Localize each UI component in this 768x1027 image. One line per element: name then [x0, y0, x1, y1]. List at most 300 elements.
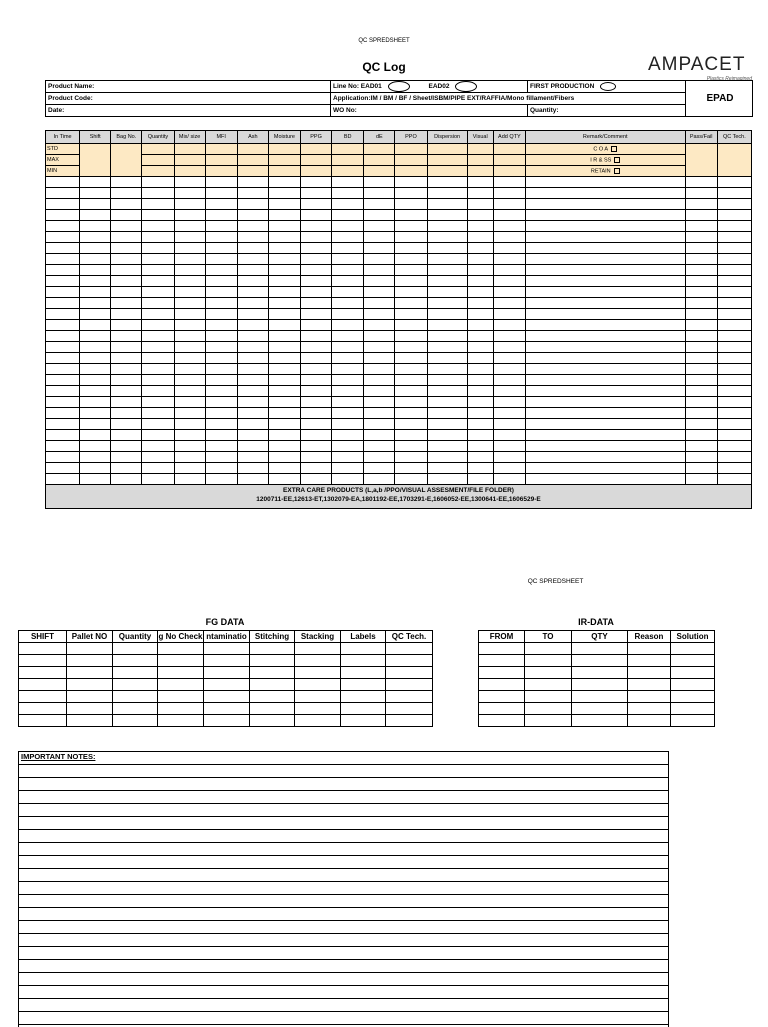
fg-cell[interactable]	[295, 703, 341, 715]
spec-cell[interactable]	[301, 166, 332, 177]
log-cell[interactable]	[685, 188, 717, 199]
ir-cell[interactable]	[479, 667, 525, 679]
log-cell[interactable]	[332, 320, 364, 331]
log-cell[interactable]	[301, 232, 332, 243]
log-cell[interactable]	[717, 386, 751, 397]
log-cell[interactable]	[717, 210, 751, 221]
notes-line[interactable]	[19, 855, 668, 856]
log-cell[interactable]	[142, 375, 174, 386]
log-cell[interactable]	[80, 221, 111, 232]
log-cell[interactable]	[525, 210, 685, 221]
fg-cell[interactable]	[204, 715, 250, 727]
log-cell[interactable]	[174, 199, 205, 210]
log-cell[interactable]	[364, 199, 395, 210]
log-cell[interactable]	[111, 243, 142, 254]
log-cell[interactable]	[525, 452, 685, 463]
log-cell[interactable]	[237, 397, 268, 408]
log-cell[interactable]	[46, 265, 80, 276]
log-cell[interactable]	[395, 221, 427, 232]
log-cell[interactable]	[467, 276, 493, 287]
log-cell[interactable]	[364, 452, 395, 463]
log-cell[interactable]	[332, 221, 364, 232]
log-cell[interactable]	[395, 386, 427, 397]
spec-cell[interactable]	[364, 144, 395, 155]
log-cell[interactable]	[205, 463, 237, 474]
log-cell[interactable]	[301, 210, 332, 221]
ir-cell[interactable]	[479, 703, 525, 715]
log-cell[interactable]	[332, 364, 364, 375]
log-cell[interactable]	[46, 452, 80, 463]
log-cell[interactable]	[717, 430, 751, 441]
log-cell[interactable]	[301, 298, 332, 309]
log-cell[interactable]	[525, 408, 685, 419]
notes-line[interactable]	[19, 933, 668, 934]
fg-cell[interactable]	[158, 715, 204, 727]
log-cell[interactable]	[205, 199, 237, 210]
spec-cell[interactable]	[395, 166, 427, 177]
log-cell[interactable]	[301, 397, 332, 408]
fg-cell[interactable]	[204, 655, 250, 667]
log-cell[interactable]	[717, 287, 751, 298]
log-cell[interactable]	[525, 342, 685, 353]
log-cell[interactable]	[332, 419, 364, 430]
log-cell[interactable]	[174, 419, 205, 430]
date-field[interactable]: Date:	[46, 105, 331, 117]
log-cell[interactable]	[111, 397, 142, 408]
log-cell[interactable]	[268, 254, 300, 265]
log-cell[interactable]	[205, 430, 237, 441]
log-cell[interactable]	[174, 254, 205, 265]
log-cell[interactable]	[174, 463, 205, 474]
line-ead02[interactable]: EAD02	[427, 81, 528, 93]
log-cell[interactable]	[685, 441, 717, 452]
ir-cell[interactable]	[572, 667, 628, 679]
log-cell[interactable]	[332, 232, 364, 243]
log-cell[interactable]	[80, 210, 111, 221]
spec-cell[interactable]	[237, 155, 268, 166]
log-cell[interactable]	[142, 265, 174, 276]
log-cell[interactable]	[46, 408, 80, 419]
log-cell[interactable]	[111, 232, 142, 243]
log-cell[interactable]	[427, 210, 467, 221]
log-cell[interactable]	[493, 199, 525, 210]
log-cell[interactable]	[205, 221, 237, 232]
spec-cell[interactable]	[493, 166, 525, 177]
log-cell[interactable]	[364, 419, 395, 430]
log-cell[interactable]	[237, 243, 268, 254]
log-cell[interactable]	[332, 474, 364, 485]
log-cell[interactable]	[142, 320, 174, 331]
log-cell[interactable]	[142, 386, 174, 397]
log-cell[interactable]	[493, 298, 525, 309]
ir-cell[interactable]	[572, 703, 628, 715]
log-cell[interactable]	[268, 188, 300, 199]
log-cell[interactable]	[427, 221, 467, 232]
log-cell[interactable]	[685, 397, 717, 408]
ir-cell[interactable]	[671, 643, 715, 655]
log-cell[interactable]	[268, 287, 300, 298]
log-cell[interactable]	[467, 375, 493, 386]
log-cell[interactable]	[427, 452, 467, 463]
log-cell[interactable]	[685, 331, 717, 342]
ir-cell[interactable]	[525, 715, 572, 727]
log-cell[interactable]	[237, 430, 268, 441]
ir-cell[interactable]	[479, 655, 525, 667]
spec-cell[interactable]	[142, 155, 174, 166]
log-cell[interactable]	[205, 254, 237, 265]
log-cell[interactable]	[80, 463, 111, 474]
ir-cell[interactable]	[572, 715, 628, 727]
ir-cell[interactable]	[572, 643, 628, 655]
log-cell[interactable]	[174, 177, 205, 188]
fg-cell[interactable]	[113, 691, 158, 703]
log-cell[interactable]	[364, 375, 395, 386]
log-cell[interactable]	[493, 309, 525, 320]
notes-line[interactable]	[19, 959, 668, 960]
log-cell[interactable]	[395, 177, 427, 188]
log-cell[interactable]	[332, 386, 364, 397]
spec-cell[interactable]	[268, 144, 300, 155]
fg-cell[interactable]	[341, 691, 386, 703]
log-cell[interactable]	[395, 375, 427, 386]
log-cell[interactable]	[717, 397, 751, 408]
log-cell[interactable]	[717, 463, 751, 474]
log-cell[interactable]	[237, 265, 268, 276]
log-cell[interactable]	[525, 309, 685, 320]
log-cell[interactable]	[364, 397, 395, 408]
log-cell[interactable]	[717, 364, 751, 375]
fg-cell[interactable]	[204, 691, 250, 703]
line-no-field[interactable]: Line No: EAD01	[331, 81, 427, 93]
log-cell[interactable]	[364, 386, 395, 397]
log-cell[interactable]	[80, 276, 111, 287]
notes-line[interactable]	[19, 1024, 668, 1025]
log-cell[interactable]	[717, 408, 751, 419]
log-cell[interactable]	[493, 474, 525, 485]
log-cell[interactable]	[268, 386, 300, 397]
log-cell[interactable]	[332, 265, 364, 276]
log-cell[interactable]	[525, 419, 685, 430]
checkbox-icon[interactable]	[611, 146, 617, 152]
log-cell[interactable]	[467, 188, 493, 199]
log-cell[interactable]	[174, 342, 205, 353]
log-cell[interactable]	[111, 419, 142, 430]
spec-cell[interactable]	[395, 144, 427, 155]
log-cell[interactable]	[717, 232, 751, 243]
log-cell[interactable]	[364, 221, 395, 232]
log-cell[interactable]	[467, 419, 493, 430]
log-cell[interactable]	[80, 375, 111, 386]
log-cell[interactable]	[301, 188, 332, 199]
fg-cell[interactable]	[386, 691, 433, 703]
log-cell[interactable]	[364, 342, 395, 353]
log-cell[interactable]	[268, 430, 300, 441]
first-production-radio[interactable]	[600, 82, 616, 91]
log-cell[interactable]	[111, 375, 142, 386]
log-cell[interactable]	[142, 353, 174, 364]
log-cell[interactable]	[237, 452, 268, 463]
log-cell[interactable]	[174, 309, 205, 320]
log-cell[interactable]	[395, 188, 427, 199]
log-cell[interactable]	[80, 452, 111, 463]
log-cell[interactable]	[717, 199, 751, 210]
log-cell[interactable]	[332, 342, 364, 353]
log-cell[interactable]	[395, 408, 427, 419]
log-cell[interactable]	[427, 430, 467, 441]
log-cell[interactable]	[493, 320, 525, 331]
log-cell[interactable]	[46, 243, 80, 254]
log-cell[interactable]	[685, 254, 717, 265]
log-cell[interactable]	[142, 243, 174, 254]
ir-cell[interactable]	[671, 655, 715, 667]
log-cell[interactable]	[467, 397, 493, 408]
log-cell[interactable]	[142, 254, 174, 265]
ir-cell[interactable]	[628, 679, 671, 691]
log-cell[interactable]	[237, 419, 268, 430]
spec-cell[interactable]	[268, 166, 300, 177]
log-cell[interactable]	[467, 287, 493, 298]
log-cell[interactable]	[268, 364, 300, 375]
notes-line[interactable]	[19, 790, 668, 791]
log-cell[interactable]	[332, 441, 364, 452]
notes-line[interactable]	[19, 920, 668, 921]
log-cell[interactable]	[80, 364, 111, 375]
log-cell[interactable]	[525, 221, 685, 232]
log-cell[interactable]	[395, 353, 427, 364]
log-cell[interactable]	[685, 232, 717, 243]
fg-cell[interactable]	[158, 667, 204, 679]
fg-cell[interactable]	[158, 679, 204, 691]
log-cell[interactable]	[268, 320, 300, 331]
log-cell[interactable]	[467, 199, 493, 210]
log-cell[interactable]	[717, 375, 751, 386]
log-cell[interactable]	[268, 210, 300, 221]
ir-cell[interactable]	[479, 691, 525, 703]
log-cell[interactable]	[46, 254, 80, 265]
log-cell[interactable]	[685, 199, 717, 210]
log-cell[interactable]	[493, 375, 525, 386]
log-cell[interactable]	[142, 199, 174, 210]
log-cell[interactable]	[685, 419, 717, 430]
log-cell[interactable]	[493, 287, 525, 298]
log-cell[interactable]	[493, 452, 525, 463]
log-cell[interactable]	[467, 463, 493, 474]
spec-cell[interactable]	[205, 144, 237, 155]
log-cell[interactable]	[332, 331, 364, 342]
spec-remark-cell[interactable]	[525, 166, 685, 177]
log-cell[interactable]	[364, 243, 395, 254]
log-cell[interactable]	[142, 419, 174, 430]
log-cell[interactable]	[467, 232, 493, 243]
log-cell[interactable]	[427, 397, 467, 408]
log-cell[interactable]	[80, 353, 111, 364]
log-cell[interactable]	[332, 397, 364, 408]
log-cell[interactable]	[46, 364, 80, 375]
log-cell[interactable]	[268, 452, 300, 463]
log-cell[interactable]	[268, 375, 300, 386]
log-cell[interactable]	[237, 320, 268, 331]
log-cell[interactable]	[467, 474, 493, 485]
log-cell[interactable]	[46, 397, 80, 408]
log-cell[interactable]	[142, 298, 174, 309]
log-cell[interactable]	[493, 221, 525, 232]
ir-cell[interactable]	[628, 655, 671, 667]
log-cell[interactable]	[493, 397, 525, 408]
log-cell[interactable]	[301, 221, 332, 232]
log-cell[interactable]	[268, 243, 300, 254]
fg-cell[interactable]	[250, 655, 295, 667]
fg-cell[interactable]	[386, 703, 433, 715]
log-cell[interactable]	[395, 265, 427, 276]
log-cell[interactable]	[685, 210, 717, 221]
log-cell[interactable]	[46, 199, 80, 210]
log-cell[interactable]	[111, 298, 142, 309]
log-cell[interactable]	[46, 210, 80, 221]
ir-cell[interactable]	[479, 643, 525, 655]
log-cell[interactable]	[685, 309, 717, 320]
fg-cell[interactable]	[295, 655, 341, 667]
product-name-field[interactable]: Product Name:	[46, 81, 331, 93]
log-cell[interactable]	[301, 386, 332, 397]
fg-cell[interactable]	[67, 679, 113, 691]
log-cell[interactable]	[395, 320, 427, 331]
log-cell[interactable]	[237, 364, 268, 375]
log-cell[interactable]	[111, 386, 142, 397]
log-cell[interactable]	[395, 287, 427, 298]
log-cell[interactable]	[525, 232, 685, 243]
log-cell[interactable]	[46, 320, 80, 331]
log-cell[interactable]	[268, 309, 300, 320]
log-cell[interactable]	[364, 276, 395, 287]
log-cell[interactable]	[364, 210, 395, 221]
log-cell[interactable]	[301, 441, 332, 452]
log-cell[interactable]	[80, 408, 111, 419]
log-cell[interactable]	[525, 243, 685, 254]
log-cell[interactable]	[268, 419, 300, 430]
log-cell[interactable]	[427, 232, 467, 243]
log-cell[interactable]	[268, 331, 300, 342]
ir-cell[interactable]	[671, 691, 715, 703]
log-cell[interactable]	[142, 232, 174, 243]
ir-cell[interactable]	[525, 667, 572, 679]
log-cell[interactable]	[717, 221, 751, 232]
log-cell[interactable]	[525, 276, 685, 287]
log-cell[interactable]	[111, 353, 142, 364]
log-cell[interactable]	[467, 408, 493, 419]
log-cell[interactable]	[205, 386, 237, 397]
log-cell[interactable]	[46, 430, 80, 441]
log-cell[interactable]	[174, 353, 205, 364]
fg-cell[interactable]	[158, 655, 204, 667]
log-cell[interactable]	[493, 353, 525, 364]
log-cell[interactable]	[80, 265, 111, 276]
log-cell[interactable]	[717, 342, 751, 353]
log-cell[interactable]	[364, 364, 395, 375]
spec-cell[interactable]	[174, 155, 205, 166]
log-cell[interactable]	[395, 298, 427, 309]
log-cell[interactable]	[174, 408, 205, 419]
checkbox-icon[interactable]	[614, 168, 620, 174]
log-cell[interactable]	[205, 309, 237, 320]
fg-cell[interactable]	[341, 667, 386, 679]
log-cell[interactable]	[205, 331, 237, 342]
log-cell[interactable]	[427, 199, 467, 210]
log-cell[interactable]	[174, 188, 205, 199]
fg-cell[interactable]	[67, 691, 113, 703]
fg-cell[interactable]	[386, 715, 433, 727]
log-cell[interactable]	[427, 375, 467, 386]
log-cell[interactable]	[364, 474, 395, 485]
log-cell[interactable]	[717, 177, 751, 188]
log-cell[interactable]	[174, 210, 205, 221]
log-cell[interactable]	[142, 364, 174, 375]
log-cell[interactable]	[80, 177, 111, 188]
log-cell[interactable]	[80, 254, 111, 265]
ir-cell[interactable]	[572, 655, 628, 667]
log-cell[interactable]	[685, 298, 717, 309]
log-cell[interactable]	[268, 265, 300, 276]
spec-cell[interactable]	[395, 155, 427, 166]
spec-cell[interactable]	[364, 166, 395, 177]
fg-cell[interactable]	[113, 667, 158, 679]
log-cell[interactable]	[685, 243, 717, 254]
log-cell[interactable]	[174, 474, 205, 485]
ir-cell[interactable]	[525, 643, 572, 655]
log-cell[interactable]	[111, 320, 142, 331]
log-cell[interactable]	[301, 474, 332, 485]
log-cell[interactable]	[268, 397, 300, 408]
log-cell[interactable]	[111, 342, 142, 353]
log-cell[interactable]	[493, 463, 525, 474]
log-cell[interactable]	[332, 353, 364, 364]
log-cell[interactable]	[205, 243, 237, 254]
log-cell[interactable]	[332, 210, 364, 221]
fg-cell[interactable]	[113, 655, 158, 667]
log-cell[interactable]	[467, 452, 493, 463]
log-cell[interactable]	[301, 419, 332, 430]
log-cell[interactable]	[685, 375, 717, 386]
log-cell[interactable]	[427, 386, 467, 397]
log-cell[interactable]	[717, 276, 751, 287]
log-cell[interactable]	[237, 232, 268, 243]
spec-remark-cell[interactable]	[525, 144, 685, 155]
log-cell[interactable]	[717, 474, 751, 485]
log-cell[interactable]	[205, 232, 237, 243]
log-cell[interactable]	[80, 342, 111, 353]
notes-line[interactable]	[19, 777, 668, 778]
fg-cell[interactable]	[295, 715, 341, 727]
log-cell[interactable]	[111, 221, 142, 232]
log-cell[interactable]	[395, 397, 427, 408]
notes-line[interactable]	[19, 881, 668, 882]
log-cell[interactable]	[467, 221, 493, 232]
ir-cell[interactable]	[628, 643, 671, 655]
log-cell[interactable]	[717, 452, 751, 463]
fg-cell[interactable]	[19, 667, 67, 679]
log-cell[interactable]	[332, 309, 364, 320]
checkbox-icon[interactable]	[614, 157, 620, 163]
log-cell[interactable]	[364, 331, 395, 342]
fg-cell[interactable]	[250, 703, 295, 715]
spec-cell[interactable]	[493, 144, 525, 155]
ir-cell[interactable]	[671, 715, 715, 727]
spec-cell[interactable]	[301, 144, 332, 155]
spec-cell[interactable]	[205, 166, 237, 177]
log-cell[interactable]	[80, 298, 111, 309]
log-cell[interactable]	[525, 364, 685, 375]
log-cell[interactable]	[685, 452, 717, 463]
fg-cell[interactable]	[386, 667, 433, 679]
